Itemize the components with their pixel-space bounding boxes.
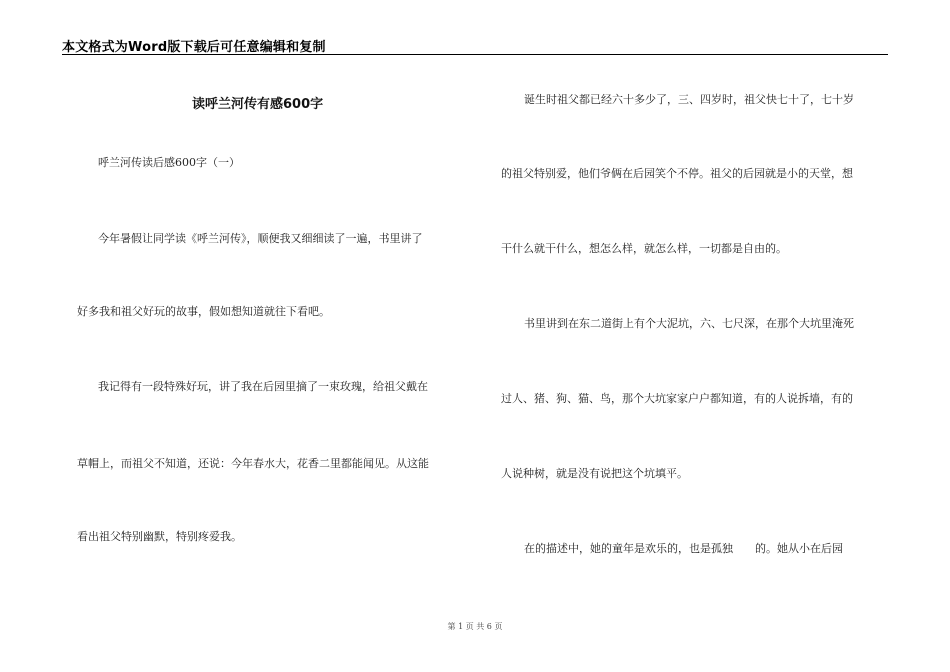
document-title: 读呼兰河传有感600字 (192, 97, 324, 112)
right-paragraph-line: 的祖父特别爱，他们爷俩在后园笑个不停。祖父的后园就是小的天堂，想 (501, 167, 853, 180)
left-paragraph-line: 看出祖父特别幽默，特别疼爱我。 (77, 530, 242, 543)
left-paragraph-line: 草帽上，而祖父不知道，还说：今年春水大，花香二里都能闻见。从这能 (77, 457, 429, 470)
right-paragraph-line: 诞生时祖父都已经六十多少了，三、四岁时，祖父快七十了，七十岁 (524, 93, 854, 106)
header-divider (62, 54, 888, 55)
left-paragraph-line: 好多我和祖父好玩的故事，假如想知道就往下看吧。 (77, 305, 330, 318)
page-number-footer: 第 1 页 共 6 页 (447, 622, 503, 631)
right-paragraph-line: 过人、猪、狗、猫、鸟，那个大坑家家户户都知道，有的人说拆墙，有的 (501, 392, 853, 405)
right-paragraph-line: 人说种树，就是没有说把这个坑填平。 (501, 467, 688, 480)
right-paragraph-line: 书里讲到在东二道街上有个大泥坑，六、七尺深，在那个大坑里淹死 (524, 317, 854, 330)
left-paragraph-line: 我记得有一段特殊好玩，讲了我在后园里摘了一束玫瑰，给祖父戴在 (98, 380, 428, 393)
right-paragraph-line: 在的描述中，她的童年是欢乐的，也是孤独 的。她从小在后园 (524, 542, 843, 555)
document-header-banner: 本文格式为Word版下载后可任意编辑和复制 (62, 40, 326, 55)
left-paragraph-line: 呼兰河传读后感600字（一） (98, 156, 240, 169)
left-paragraph-line: 今年暑假让同学读《呼兰河传》，顺便我又细细读了一遍，书里讲了 (98, 232, 423, 245)
right-paragraph-line: 干什么就干什么，想怎么样，就怎么样，一切都是自由的。 (501, 242, 787, 255)
